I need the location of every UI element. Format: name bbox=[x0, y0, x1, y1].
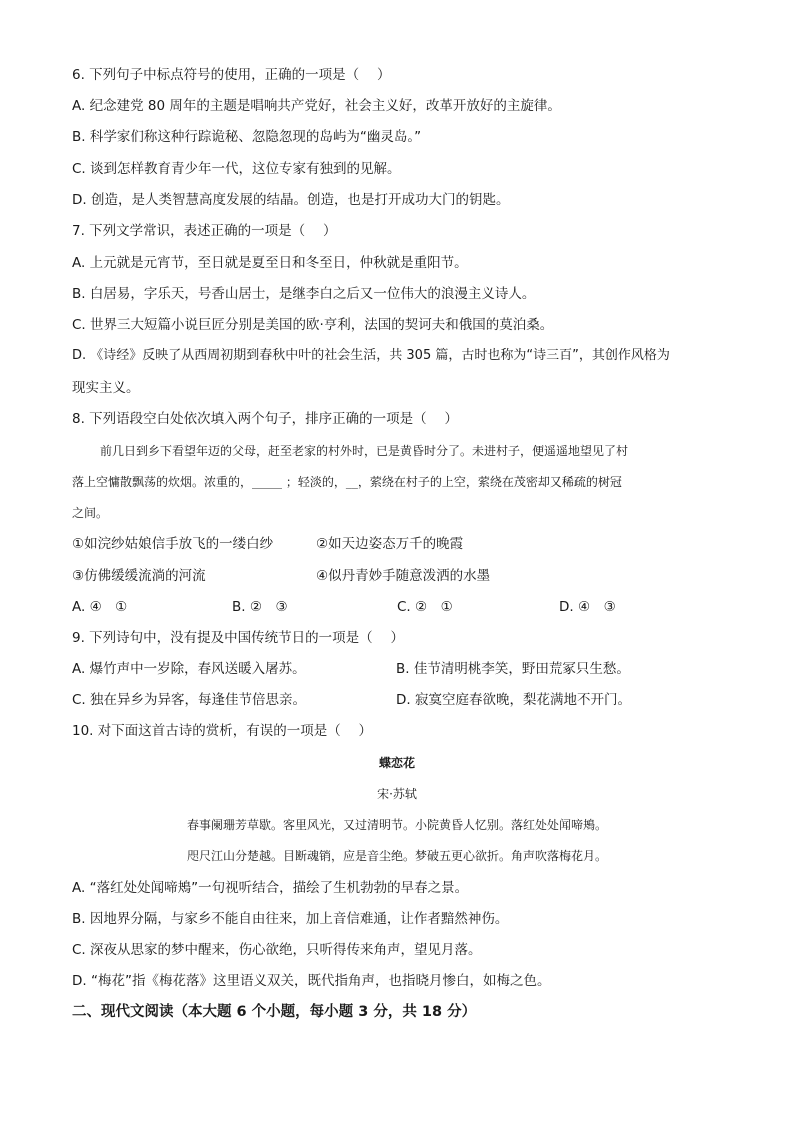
q9-option-a: A. 爆竹声中一岁除，春风送暖入屠苏。 bbox=[72, 661, 306, 677]
q6-option-a: A. 纪念建党 80 周年的主题是唱响共产党好，社会主义好，改革开放好的主旋律。 bbox=[72, 98, 561, 114]
q10-option-c: C. 深夜从思家的梦中醒来，伤心欲绝，只听得传来角声，望见月落。 bbox=[72, 942, 482, 958]
q7-option-a: A. 上元就是元宵节，至日就是夏至日和冬至日，仲秋就是重阳节。 bbox=[72, 255, 468, 271]
q7-stem: 7. 下列文学常识，表述正确的一项是（ ） bbox=[72, 223, 337, 239]
q7-option-b: B. 白居易，字乐天，号香山居士，是继李白之后又一位伟大的浪漫主义诗人。 bbox=[72, 286, 536, 302]
q6-option-c: C. 谈到怎样教育青少年一代，这位专家有独到的见解。 bbox=[72, 161, 401, 177]
q9-stem: 9. 下列诗句中，没有提及中国传统节日的一项是（ ） bbox=[72, 630, 404, 646]
section-heading: 二、现代文阅读（本大题 6 个小题，每小题 3 分，共 18 分） bbox=[72, 1004, 477, 1020]
q6-option-b: B. 科学家们称这种行踪诡秘、忽隐忽现的岛屿为“幽灵岛。” bbox=[72, 129, 422, 145]
q7-option-d-line2: 现实主义。 bbox=[72, 380, 140, 396]
q8-option-c: C. ② ① bbox=[397, 599, 453, 615]
q8-stem: 8. 下列语段空白处依次填入两个句子，排序正确的一项是（ ） bbox=[72, 411, 458, 427]
q10-stem: 10. 对下面这首古诗的赏析，有误的一项是（ ） bbox=[72, 723, 373, 739]
poem-line-2: 咫尺江山分楚越。目断魂销，应是音尘绝。梦破五更心欲折。角声吹落梅花月。 bbox=[186, 849, 607, 863]
q6-stem: 6. 下列句子中标点符号的使用，正确的一项是（ ） bbox=[72, 67, 391, 83]
q8-passage-line2: 落上空慵散飘荡的炊烟。浓重的，_____ ；轻淡的，__，萦绕在村子的上空，萦绕在茂密却又稀疏的树冠 bbox=[72, 475, 622, 489]
q8-sentence-1: ①如浣纱姑娘信手放飞的一缕白纱 bbox=[72, 536, 274, 552]
q8-option-b: B. ② ③ bbox=[232, 599, 288, 615]
poem-title: 蝶恋花 bbox=[378, 756, 415, 770]
q10-option-a: A. “落红处处闻啼鴂”一句视听结合，描绘了生机勃勃的早春之景。 bbox=[72, 880, 469, 896]
q8-sentence-4: ④似丹青妙手随意泼洒的水墨 bbox=[316, 568, 491, 584]
poem-author: 宋·苏轼 bbox=[377, 787, 417, 801]
q8-option-d: D. ④ ③ bbox=[559, 599, 616, 615]
q10-option-b: B. 因地界分隔，与家乡不能自由往来，加上音信难通，让作者黯然神伤。 bbox=[72, 911, 509, 927]
poem-line-1: 春事阑珊芳草歇。客里风光，又过清明节。小院黄昏人忆别。落红处处闻啼鴂。 bbox=[186, 818, 607, 832]
q8-option-a: A. ④ ① bbox=[72, 599, 128, 615]
q8-passage-line1: 前几日到乡下看望年迈的父母，赶至老家的村外时，已是黄昏时分了。未进村子，便遥遥地望见了村 bbox=[100, 444, 629, 458]
q8-passage-line3: 之间。 bbox=[72, 506, 109, 520]
q7-option-c: C. 世界三大短篇小说巨匠分别是美国的欧·亨利，法国的契诃夫和俄国的莫泊桑。 bbox=[72, 317, 554, 333]
q8-sentence-2: ②如天边姿态万千的晚霞 bbox=[316, 536, 464, 552]
q6-option-d: D. 创造，是人类智慧高度发展的结晶。创造，也是打开成功大门的钥匙。 bbox=[72, 192, 510, 208]
q9-option-c: C. 独在异乡为异客，每逢佳节倍思亲。 bbox=[72, 692, 307, 708]
q9-option-b: B. 佳节清明桃李笑，野田荒冢只生愁。 bbox=[396, 661, 630, 677]
q10-option-d: D. “梅花”指《梅花落》这里语义双关，既代指角声，也指晓月惨白，如梅之色。 bbox=[72, 973, 551, 989]
q8-sentence-3: ③仿佛缓缓流淌的河流 bbox=[72, 568, 206, 584]
q7-option-d-line1: D. 《诗经》反映了从西周初期到春秋中叶的社会生活，共 305 篇，古时也称为“诗三百”，其创作风格为 bbox=[72, 348, 670, 363]
q9-option-d: D. 寂寞空庭春欲晚，梨花满地不开门。 bbox=[396, 692, 631, 708]
